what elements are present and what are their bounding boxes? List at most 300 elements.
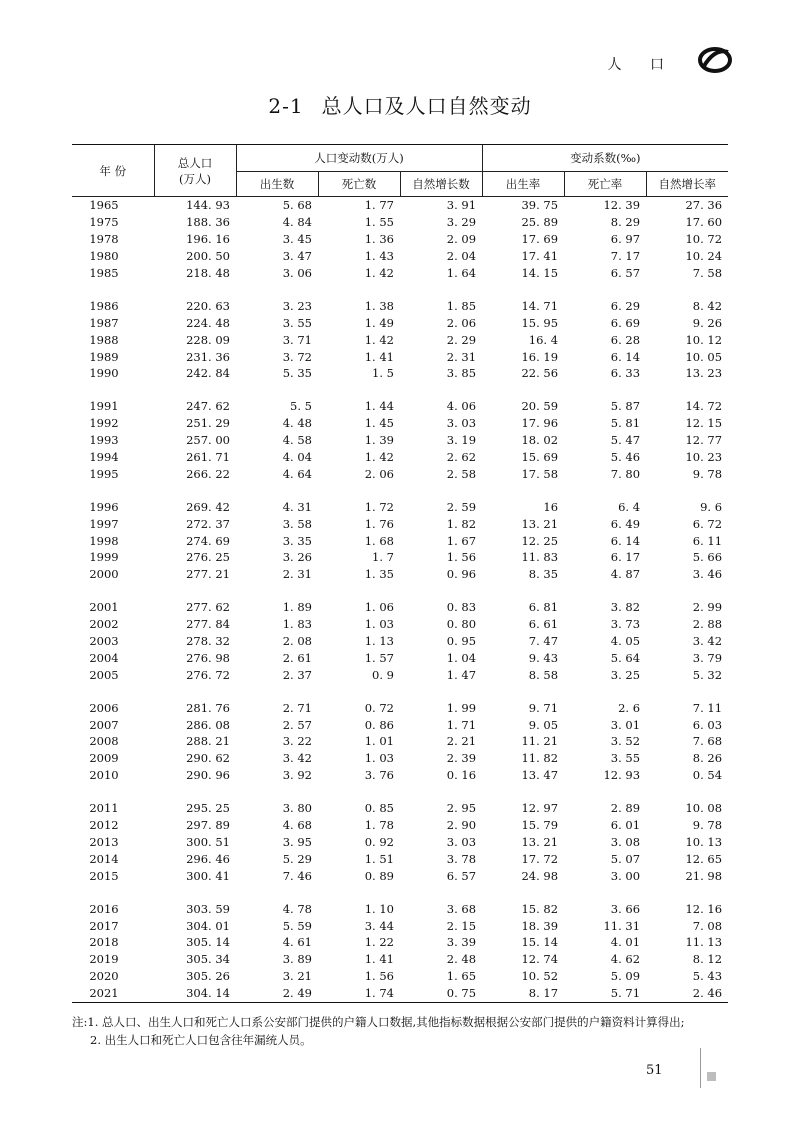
value-cell: 8. 35 [528,567,559,582]
value-cell: 0. 83 [446,600,477,615]
table-row [72,465,728,482]
value-cell: 290. 96 [186,768,230,783]
value-cell: 10. 72 [685,232,723,247]
table-row [72,750,728,767]
table-row [72,348,728,365]
value-cell: 10. 08 [685,801,723,816]
table-row [72,917,728,934]
table-row [72,985,728,1002]
value-cell: 251. 29 [186,416,230,431]
value-cell: 4. 84 [282,215,312,230]
value-cell: 276. 72 [186,667,230,682]
value-cell: 2. 59 [446,499,477,514]
spacer-cell [72,382,728,398]
value-cell: 5. 07 [610,851,641,866]
year-cell: 2015 [89,868,119,883]
running-header [0,50,800,80]
value-cell: 7. 46 [282,868,312,883]
value-cell: 1. 10 [364,901,394,916]
value-cell: 1. 41 [364,349,394,364]
value-cell: 17. 41 [521,249,559,264]
value-cell: 277. 62 [186,600,230,615]
value-cell: 6. 29 [610,298,641,313]
year-cell: 1989 [89,349,119,364]
value-cell: 3. 71 [282,332,312,347]
value-cell: 7. 17 [610,249,641,264]
year-cell: 2010 [89,768,119,783]
table-row [72,248,728,265]
table-row [72,733,728,750]
year-cell: 1992 [89,416,119,431]
value-cell: 4. 31 [282,499,312,514]
value-cell: 278. 32 [186,634,230,649]
value-cell: 11. 83 [521,550,559,565]
table-row [72,633,728,650]
value-cell: 3. 58 [282,516,312,531]
value-cell: 261. 71 [186,450,230,465]
value-cell: 11. 31 [603,918,641,933]
value-cell: 3. 91 [446,198,477,213]
value-cell: 2. 31 [282,567,312,582]
value-cell: 8. 58 [528,667,559,682]
value-cell: 1. 01 [364,734,394,749]
table-row [72,599,728,616]
table-row [72,197,728,214]
value-cell: 6. 69 [610,315,641,330]
table-row [72,649,728,666]
value-cell: 2. 90 [446,818,477,833]
value-cell: 3. 52 [610,734,641,749]
value-cell: 2. 99 [692,600,723,615]
value-cell: 5. 59 [282,918,312,933]
year-cell: 1995 [89,466,119,481]
header-total [154,145,236,197]
value-cell: 277. 84 [186,617,230,632]
year-cell: 1994 [89,450,119,465]
table-row [72,515,728,532]
value-cell: 1. 99 [446,700,477,715]
value-cell: 6. 49 [610,516,641,531]
value-cell: 0. 75 [400,985,482,1002]
header-total-label: 总人口 [177,155,213,170]
value-cell: 12. 25 [521,533,559,548]
value-cell: 1. 42 [364,266,394,280]
value-cell: 1. 72 [364,499,394,514]
spacer-cell [72,482,728,498]
value-cell: 8. 29 [610,215,641,230]
value-cell: 18. 02 [521,433,559,448]
value-cell: 0. 54 [692,768,723,783]
value-cell: 297. 89 [186,818,230,833]
value-cell: 12. 93 [603,768,641,783]
value-cell: 2. 57 [282,717,312,732]
value-cell: 269. 42 [186,499,230,514]
value-cell: 2. 48 [446,952,477,967]
value-cell: 6. 81 [528,600,559,615]
year-cell: 1998 [89,533,119,548]
value-cell: 1. 47 [446,667,477,682]
value-cell: 16. 4 [528,332,559,347]
value-cell: 1. 74 [318,985,400,1002]
value-cell: 3. 26 [282,550,312,565]
value-cell: 2. 89 [610,801,641,816]
value-cell: 0. 95 [446,634,477,649]
table-row [72,365,728,382]
value-cell: 1. 82 [446,516,477,531]
value-cell: 2. 49 [236,985,318,1002]
year-cell: 1997 [89,516,119,531]
value-cell: 290. 62 [186,751,230,766]
value-cell: 3. 89 [282,952,312,967]
spacer-cell [72,683,728,699]
year-cell: 1980 [89,249,119,264]
value-cell: 17. 60 [685,215,723,230]
value-cell: 1. 03 [364,617,394,632]
value-cell: 4. 62 [610,952,641,967]
value-cell: 9. 26 [692,315,723,330]
table-row [72,432,728,449]
value-cell: 14. 71 [521,298,559,313]
year-cell: 2008 [89,734,119,749]
value-cell: 39. 75 [521,198,559,213]
value-cell: 3. 45 [282,232,312,247]
value-cell: 5. 66 [692,550,723,565]
value-cell: 4. 68 [282,818,312,833]
value-cell: 281. 76 [186,700,230,715]
year-cell: 2013 [89,834,119,849]
value-cell: 1. 42 [364,332,394,347]
value-cell: 0. 16 [446,768,477,783]
value-cell: 3. 79 [692,650,723,665]
value-cell: 228. 09 [186,332,230,347]
year-cell: 2009 [89,751,119,766]
value-cell: 4. 78 [282,901,312,916]
value-cell: 1. 7 [372,550,394,565]
header-total-unit: (万人) [179,171,211,186]
value-cell: 1. 57 [364,650,394,665]
value-cell: 3. 95 [282,834,312,849]
spacer-cell [72,281,728,297]
spacer-cell [72,784,728,800]
value-cell: 5. 35 [282,366,312,381]
value-cell: 7. 47 [528,634,559,649]
value-cell: 4. 06 [446,399,477,414]
year-cell: 1975 [89,215,119,230]
value-cell: 7. 80 [610,466,641,481]
table-number: 2-1 [268,94,304,118]
value-cell: 4. 61 [282,935,312,950]
value-cell: 1. 43 [364,249,394,264]
value-cell: 9. 43 [528,650,559,665]
group-spacer [72,884,728,900]
value-cell: 5. 29 [282,851,312,866]
value-cell: 200. 50 [186,249,230,264]
page-marker-square-icon [707,1072,716,1081]
value-cell: 15. 95 [521,315,559,330]
spacer-cell [72,884,728,900]
population-table [72,144,728,1003]
table-row [72,498,728,515]
value-cell: 2. 39 [446,751,477,766]
value-cell: 15. 82 [521,901,559,916]
value-cell: 0. 80 [446,617,477,632]
value-cell: 247. 62 [186,399,230,414]
value-cell: 24. 98 [521,868,559,883]
value-cell: 12. 74 [521,952,559,967]
value-cell: 2. 21 [446,734,477,749]
value-cell: 3. 44 [364,918,394,933]
value-cell: 3. 66 [610,901,641,916]
header-natural-increase-rate: 自然增长率 [646,172,728,197]
value-cell: 4. 58 [282,433,312,448]
value-cell: 1. 22 [364,935,394,950]
value-cell: 22. 56 [521,366,559,381]
value-cell: 305. 34 [186,952,230,967]
year-cell: 2018 [89,935,119,950]
value-cell: 274. 69 [186,533,230,548]
value-cell: 5. 71 [564,985,646,1002]
table-row [72,951,728,968]
table-title: 总人口及人口自然变动 [321,94,532,118]
year-cell: 1996 [89,499,119,514]
value-cell: 9. 71 [528,700,559,715]
footnotes [72,1013,772,1049]
value-cell: 13. 21 [521,516,559,531]
value-cell: 1. 42 [364,450,394,465]
value-cell: 1. 06 [364,600,394,615]
value-cell: 3. 82 [610,600,641,615]
header-year: 年 份 [72,145,154,197]
value-cell: 7. 08 [692,918,723,933]
value-cell: 1. 44 [364,399,394,414]
page-title [0,90,800,119]
value-cell: 3. 92 [282,768,312,783]
table-row [72,800,728,817]
value-cell: 15. 69 [521,450,559,465]
value-cell: 1. 56 [364,969,394,984]
value-cell: 15. 79 [521,818,559,833]
value-cell: 3. 72 [282,349,312,364]
value-cell: 3. 55 [610,751,641,766]
value-cell: 10. 23 [685,450,723,465]
value-cell: 4. 04 [282,450,312,465]
value-cell: 3. 78 [446,851,477,866]
value-cell: 3. 42 [282,751,312,766]
value-cell: 17. 96 [521,416,559,431]
value-cell: 6. 4 [618,499,641,514]
value-cell: 5. 68 [282,198,312,213]
year-cell: 1978 [89,232,119,247]
value-cell: 2. 06 [446,315,477,330]
value-cell: 1. 5 [372,366,394,381]
value-cell: 0. 96 [446,567,477,582]
value-cell: 7. 68 [692,734,723,749]
value-cell: 3. 46 [692,567,723,582]
value-cell: 1. 78 [364,818,394,833]
value-cell: 1. 64 [446,266,477,280]
value-cell: 196. 16 [186,232,230,247]
value-cell: 9. 78 [692,466,723,481]
value-cell: 8. 17 [482,985,564,1002]
value-cell: 300. 51 [186,834,230,849]
header-group-rate: 变动系数(‰) [482,145,728,172]
header-births: 出生数 [236,172,318,197]
value-cell: 3. 68 [446,901,477,916]
value-cell: 0. 92 [364,834,394,849]
value-cell: 2. 09 [446,232,477,247]
value-cell: 305. 26 [186,969,230,984]
table-row [72,666,728,683]
value-cell: 286. 08 [186,717,230,732]
value-cell: 1. 36 [364,232,394,247]
value-cell: 4. 01 [610,935,641,950]
year-cell: 2004 [89,650,119,665]
value-cell: 5. 64 [610,650,641,665]
value-cell: 0. 9 [372,667,394,682]
value-cell: 2. 62 [446,450,477,465]
value-cell: 0. 89 [364,868,394,883]
value-cell: 9. 05 [528,717,559,732]
year-cell: 2012 [89,818,119,833]
value-cell: 1. 51 [364,851,394,866]
value-cell: 6. 14 [610,349,641,364]
value-cell: 8. 42 [692,298,723,313]
value-cell: 13. 21 [521,834,559,849]
value-cell: 1. 35 [364,567,394,582]
header-natural-increase: 自然增长数 [400,172,482,197]
value-cell: 21. 98 [685,868,723,883]
value-cell: 3. 01 [610,717,641,732]
year-cell: 1999 [89,550,119,565]
table-row [72,934,728,951]
value-cell: 276. 25 [186,550,230,565]
value-cell: 10. 12 [685,332,723,347]
value-cell: 6. 01 [610,818,641,833]
value-cell: 2. 29 [446,332,477,347]
value-cell: 5. 46 [610,450,641,465]
value-cell: 1. 41 [364,952,394,967]
value-cell: 1. 49 [364,315,394,330]
group-spacer [72,281,728,297]
value-cell: 1. 55 [364,215,394,230]
value-cell: 1. 65 [446,969,477,984]
year-cell: 1965 [89,198,119,213]
year-cell: 1993 [89,433,119,448]
table-row [72,532,728,549]
value-cell: 3. 39 [446,935,477,950]
value-cell: 296. 46 [186,851,230,866]
year-cell: 1987 [89,315,119,330]
table-body [72,197,728,1003]
value-cell: 6. 28 [610,332,641,347]
value-cell: 6. 17 [610,550,641,565]
value-cell: 5. 09 [610,969,641,984]
value-cell: 5. 5 [290,399,312,414]
value-cell: 305. 14 [186,935,230,950]
table-row [72,449,728,466]
value-cell: 6. 33 [610,366,641,381]
year-cell: 2020 [89,969,119,984]
year-cell: 2001 [89,600,119,615]
value-cell: 1. 68 [364,533,394,548]
value-cell: 12. 65 [685,851,723,866]
value-cell: 3. 47 [282,249,312,264]
value-cell: 17. 58 [521,466,559,481]
year-cell: 1988 [89,332,119,347]
value-cell: 1. 38 [364,298,394,313]
table-row [72,566,728,583]
value-cell: 303. 59 [186,901,230,916]
value-cell: 6. 11 [692,533,723,548]
year-cell: 2007 [89,717,119,732]
value-cell: 6. 72 [692,516,723,531]
page-number-divider [700,1048,701,1088]
year-cell: 2000 [89,567,119,582]
value-cell: 0. 72 [364,700,394,715]
header-birth-rate: 出生率 [482,172,564,197]
table-row [72,415,728,432]
publisher-logo-icon [698,46,732,78]
value-cell: 1. 45 [364,416,394,431]
value-cell: 242. 84 [186,366,230,381]
value-cell: 1. 04 [446,650,477,665]
value-cell: 6. 57 [610,266,641,280]
value-cell: 1. 03 [364,751,394,766]
year-cell: 1991 [89,399,119,414]
value-cell: 3. 08 [610,834,641,849]
value-cell: 16 [543,499,559,514]
value-cell: 2. 61 [282,650,312,665]
value-cell: 4. 05 [610,634,641,649]
value-cell: 3. 23 [282,298,312,313]
value-cell: 257. 00 [186,433,230,448]
value-cell: 7. 11 [692,700,723,715]
value-cell: 20. 59 [521,399,559,414]
value-cell: 300. 41 [186,868,230,883]
value-cell: 2. 06 [364,466,394,481]
value-cell: 11. 82 [521,751,559,766]
value-cell: 295. 25 [186,801,230,816]
value-cell: 272. 37 [186,516,230,531]
header-deaths: 死亡数 [318,172,400,197]
value-cell: 13. 47 [521,768,559,783]
value-cell: 1. 83 [282,617,312,632]
table-row [72,231,728,248]
table-row [72,214,728,231]
table-row [72,850,728,867]
value-cell: 9. 78 [692,818,723,833]
value-cell: 2. 58 [446,466,477,481]
footnote-1: 注:1. 总人口、出生人口和死亡人口系公安部门提供的户籍人口数据,其他指标数据根据公安部门提供的户籍资料计算得出; [72,1015,685,1029]
value-cell: 3. 42 [692,634,723,649]
value-cell: 3. 35 [282,533,312,548]
value-cell: 4. 48 [282,416,312,431]
year-cell: 2005 [89,667,119,682]
section-label: 人 口 [607,57,676,73]
value-cell: 8. 26 [692,751,723,766]
value-cell: 6. 57 [446,868,477,883]
value-cell: 1. 89 [282,600,312,615]
value-cell: 12. 15 [685,416,723,431]
value-cell: 3. 03 [446,834,477,849]
table-row [72,297,728,314]
value-cell: 12. 16 [685,901,723,916]
value-cell: 3. 80 [282,801,312,816]
value-cell: 17. 69 [521,232,559,247]
value-cell: 17. 72 [521,851,559,866]
group-spacer [72,784,728,800]
value-cell: 11. 13 [685,935,723,950]
